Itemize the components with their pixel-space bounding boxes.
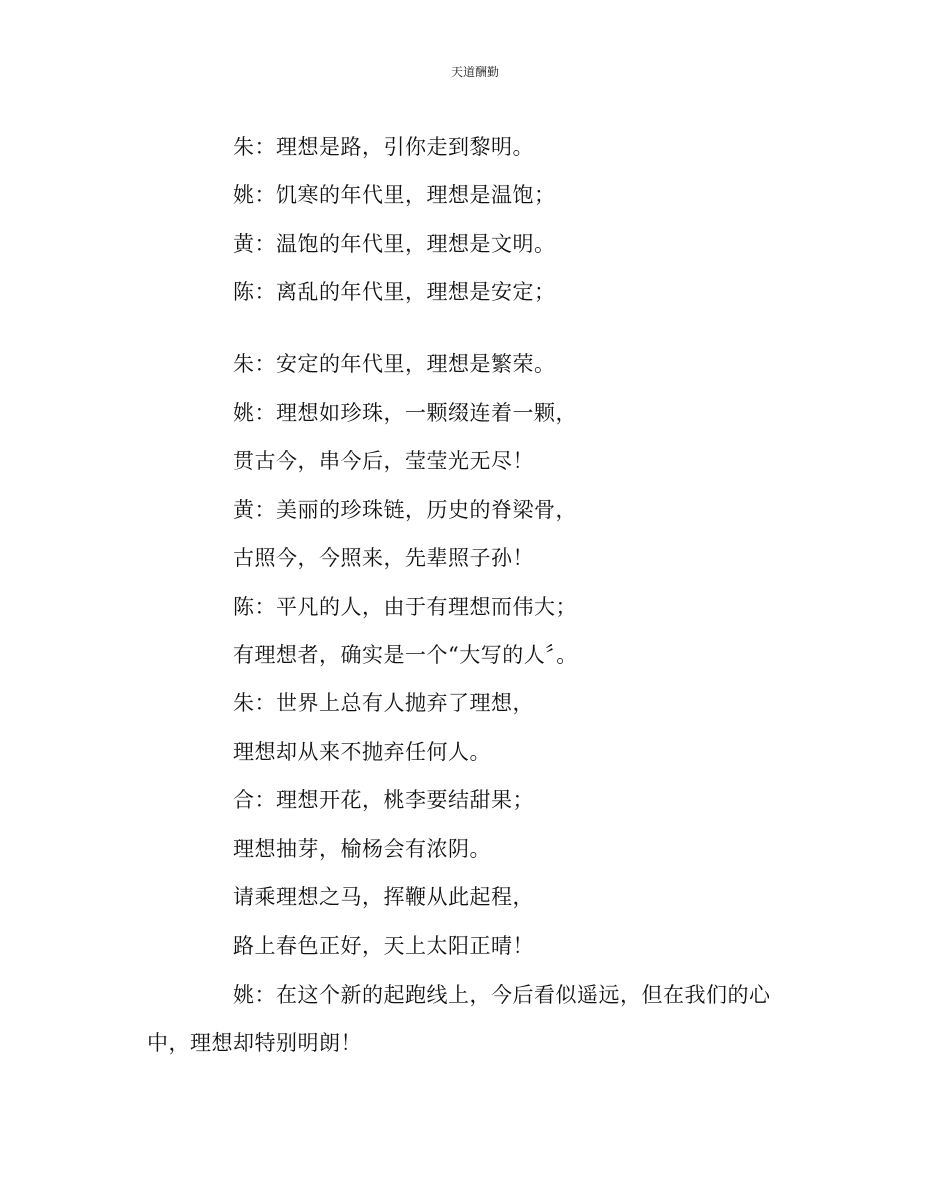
text-line: 姚：饥寒的年代里，理想是温饱； <box>233 183 556 207</box>
text-line: 中，理想却特别明朗！ <box>147 1031 362 1055</box>
text-line: 朱：理想是路，引你走到黎明。 <box>233 135 534 159</box>
text-line: 陈：平凡的人，由于有理想而伟大； <box>233 595 577 619</box>
text-line: 理想抽芽，榆杨会有浓阴。 <box>233 837 491 861</box>
text-line: 有理想者，确实是一个“大写的人〞。 <box>233 643 578 667</box>
text-line: 理想却从来不抛弃任何人。 <box>233 740 491 764</box>
text-line: 请乘理想之马，挥鞭从此起程， <box>233 885 534 909</box>
text-line: 朱：安定的年代里，理想是繁荣。 <box>233 352 556 376</box>
text-line: 贯古今，串今后，莹莹光无尽！ <box>233 449 534 473</box>
text-line: 姚：理想如珍珠，一颗缀连着一颗， <box>233 401 577 425</box>
text-line: 合：理想开花，桃李要结甜果； <box>233 788 534 812</box>
text-line: 姚：在这个新的起跑线上，今后看似遥远，但在我们的心 <box>233 983 771 1007</box>
text-line: 陈：离乱的年代里，理想是安定； <box>233 280 556 304</box>
text-line: 古照今，今照来，先辈照子孙！ <box>233 546 534 570</box>
text-line: 路上春色正好，天上太阳正晴！ <box>233 934 534 958</box>
text-line: 朱：世界上总有人抛弃了理想， <box>233 691 534 715</box>
text-line: 黄：温饱的年代里，理想是文明。 <box>233 232 556 256</box>
text-line: 黄：美丽的珍珠链，历史的脊梁骨， <box>233 498 577 522</box>
page-header: 天道酬勤 <box>450 65 499 79</box>
